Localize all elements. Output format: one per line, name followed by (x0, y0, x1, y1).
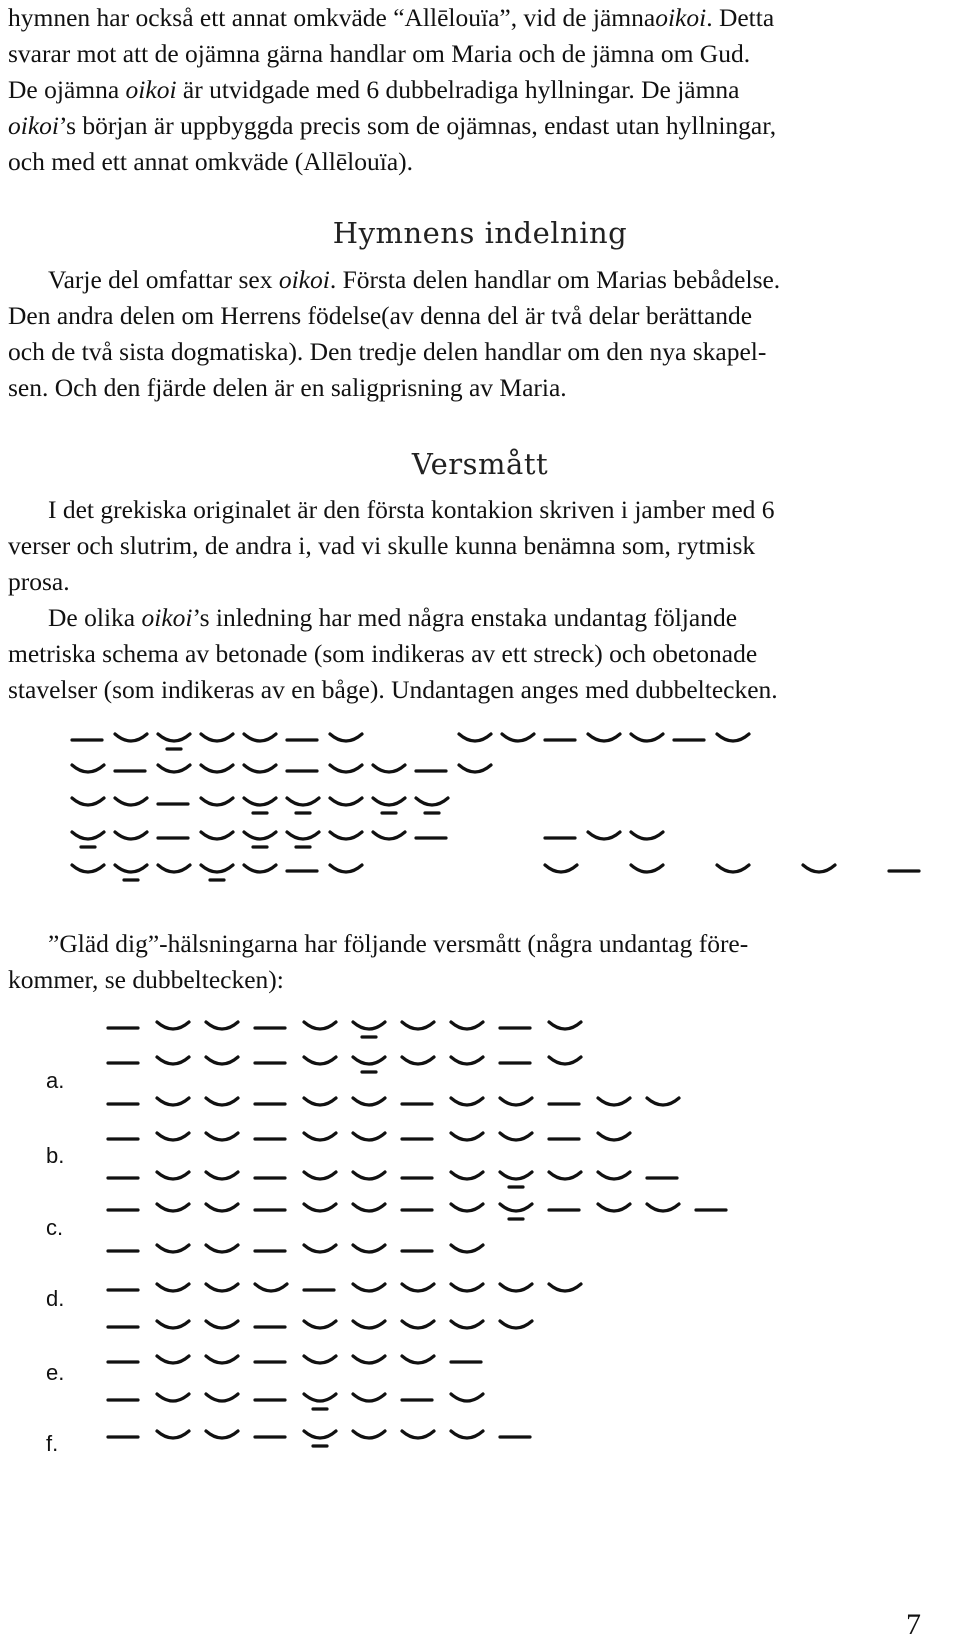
unstressed-syllable-mark (353, 1356, 385, 1363)
unstressed-syllable-mark (353, 1172, 385, 1179)
unstressed-syllable-mark (451, 1431, 483, 1438)
unstressed-syllable-mark (402, 1022, 434, 1029)
unstressed-syllable-mark (206, 1284, 238, 1291)
unstressed-syllable-mark (115, 832, 147, 839)
unstressed-syllable-mark (157, 1172, 189, 1179)
unstressed-syllable-mark (206, 1057, 238, 1064)
text-line: metriska schema av betonade (som indikeras av ett streck) och obetonade (8, 639, 758, 668)
unstressed-syllable-mark (157, 1057, 189, 1064)
unstressed-syllable-mark (201, 765, 233, 772)
unstressed-syllable-mark (330, 832, 362, 839)
unstressed-syllable-mark (803, 865, 835, 872)
scheme-label-b: b. (46, 1143, 65, 1168)
unstressed-syllable-mark (451, 1172, 483, 1179)
page-number: 7 (906, 1608, 921, 1641)
unstressed-syllable-mark (353, 1098, 385, 1105)
unstressed-syllable-mark (588, 832, 620, 839)
unstressed-syllable-mark (598, 1172, 630, 1179)
unstressed-syllable-mark (157, 1098, 189, 1105)
unstressed-syllable-mark (304, 1057, 336, 1064)
unstressed-syllable-mark (647, 1204, 679, 1211)
unstressed-syllable-mark (244, 734, 276, 741)
unstressed-syllable-mark (598, 1204, 630, 1211)
unstressed-syllable-mark (115, 798, 147, 805)
unstressed-syllable-mark (304, 1204, 336, 1211)
unstressed-syllable-mark (330, 865, 362, 872)
unstressed-syllable-mark (451, 1284, 483, 1291)
unstressed-syllable-mark (353, 1245, 385, 1252)
unstressed-syllable-mark (717, 865, 749, 872)
unstressed-syllable-mark (304, 1022, 336, 1029)
double-syllable-mark (373, 798, 405, 805)
unstressed-syllable-mark (549, 1022, 581, 1029)
unstressed-syllable-mark (304, 1098, 336, 1105)
double-syllable-mark (304, 1394, 336, 1401)
scheme-label-d: d. (46, 1286, 65, 1311)
unstressed-syllable-mark (304, 1245, 336, 1252)
double-syllable-mark (72, 832, 104, 839)
scheme-label-a: a. (46, 1068, 65, 1093)
unstressed-syllable-mark (206, 1133, 238, 1140)
unstressed-syllable-mark (201, 798, 233, 805)
text-line: verser och slutrim, de andra i, vad vi skulle kunna benämna som, rytmisk (8, 531, 756, 560)
unstressed-syllable-mark (353, 1284, 385, 1291)
unstressed-syllable-mark (157, 1284, 189, 1291)
text-line: och de två sista dogmatiska). Den tredje delen handlar om den nya skapel- (8, 337, 767, 366)
unstressed-syllable-mark (353, 1133, 385, 1140)
unstressed-syllable-mark (244, 865, 276, 872)
unstressed-syllable-mark (157, 1394, 189, 1401)
unstressed-syllable-mark (330, 734, 362, 741)
unstressed-syllable-mark (157, 1431, 189, 1438)
double-syllable-mark (500, 1204, 532, 1211)
double-syllable-mark (244, 832, 276, 839)
double-syllable-mark (287, 798, 319, 805)
unstressed-syllable-mark (402, 1356, 434, 1363)
double-syllable-mark (287, 832, 319, 839)
unstressed-syllable-mark (451, 1098, 483, 1105)
text-line: kommer, se dubbeltecken): (8, 965, 284, 994)
unstressed-syllable-mark (330, 765, 362, 772)
text-line: och med ett annat omkväde (Allēlouïa). (8, 147, 414, 176)
unstressed-syllable-mark (451, 1057, 483, 1064)
unstressed-syllable-mark (206, 1431, 238, 1438)
double-syllable-mark (115, 865, 147, 872)
unstressed-syllable-mark (206, 1394, 238, 1401)
unstressed-syllable-mark (244, 765, 276, 772)
unstressed-syllable-mark (500, 1321, 532, 1328)
unstressed-syllable-mark (304, 1321, 336, 1328)
unstressed-syllable-mark (72, 765, 104, 772)
unstressed-syllable-mark (304, 1172, 336, 1179)
section-heading: Hymnens indelning (332, 216, 628, 250)
unstressed-syllable-mark (206, 1172, 238, 1179)
double-syllable-mark (158, 734, 190, 741)
text-line: stavelser (som indikeras av en båge). Undantagen anges med dubbeltecken. (8, 675, 778, 704)
unstressed-syllable-mark (500, 1284, 532, 1291)
unstressed-syllable-mark (598, 1133, 630, 1140)
double-syllable-mark (353, 1057, 385, 1064)
unstressed-syllable-mark (459, 734, 491, 741)
unstressed-syllable-mark (500, 1133, 532, 1140)
unstressed-syllable-mark (330, 798, 362, 805)
unstressed-syllable-mark (72, 865, 104, 872)
unstressed-syllable-mark (353, 1321, 385, 1328)
unstressed-syllable-mark (157, 1321, 189, 1328)
unstressed-syllable-mark (206, 1321, 238, 1328)
unstressed-syllable-mark (157, 1356, 189, 1363)
unstressed-syllable-mark (402, 1321, 434, 1328)
unstressed-syllable-mark (402, 1431, 434, 1438)
unstressed-syllable-mark (373, 765, 405, 772)
unstressed-syllable-mark (402, 1284, 434, 1291)
text-line: Den andra delen om Herrens födelse(av denna del är två delar berättande (8, 301, 753, 330)
text-line: Varje del omfattar sex oikoi. Första delen handlar om Marias bebådelse. (48, 265, 781, 294)
unstressed-syllable-mark (631, 832, 663, 839)
unstressed-syllable-mark (459, 765, 491, 772)
unstressed-syllable-mark (549, 1172, 581, 1179)
double-syllable-mark (201, 865, 233, 872)
unstressed-syllable-mark (549, 1284, 581, 1291)
text-line: hymnen har också ett annat omkväde “Allēlouïa”, vid de jämnaoikoi. Detta (8, 3, 775, 32)
unstressed-syllable-mark (353, 1204, 385, 1211)
unstressed-syllable-mark (206, 1022, 238, 1029)
section-heading: Versmått (411, 447, 549, 481)
unstressed-syllable-mark (201, 832, 233, 839)
unstressed-syllable-mark (631, 865, 663, 872)
unstressed-syllable-mark (115, 734, 147, 741)
text-line: ”Gläd dig”-hälsningarna har följande versmått (några undantag före- (48, 929, 749, 958)
unstressed-syllable-mark (206, 1098, 238, 1105)
unstressed-syllable-mark (206, 1245, 238, 1252)
unstressed-syllable-mark (549, 1057, 581, 1064)
unstressed-syllable-mark (157, 1204, 189, 1211)
unstressed-syllable-mark (451, 1245, 483, 1252)
unstressed-syllable-mark (451, 1022, 483, 1029)
unstressed-syllable-mark (373, 832, 405, 839)
unstressed-syllable-mark (631, 734, 663, 741)
unstressed-syllable-mark (451, 1204, 483, 1211)
text-line: oikoi’s början är uppbyggda precis som de ojämnas, endast utan hyllningar, (8, 111, 777, 140)
text-line: sen. Och den fjärde delen är en saligprisning av Maria. (8, 373, 567, 402)
unstressed-syllable-mark (598, 1098, 630, 1105)
text-line: prosa. (8, 567, 70, 596)
unstressed-syllable-mark (158, 865, 190, 872)
scheme-label-e: e. (46, 1360, 65, 1385)
unstressed-syllable-mark (500, 1098, 532, 1105)
scheme-label-c: c. (46, 1215, 64, 1240)
unstressed-syllable-mark (157, 1133, 189, 1140)
double-syllable-mark (416, 798, 448, 805)
text-line: svarar mot att de ojämna gärna handlar om Maria och de jämna om Gud. (8, 39, 751, 68)
unstressed-syllable-mark (206, 1204, 238, 1211)
double-syllable-mark (500, 1172, 532, 1179)
unstressed-syllable-mark (545, 865, 577, 872)
unstressed-syllable-mark (717, 734, 749, 741)
unstressed-syllable-mark (157, 1022, 189, 1029)
unstressed-syllable-mark (158, 765, 190, 772)
unstressed-syllable-mark (206, 1356, 238, 1363)
unstressed-syllable-mark (451, 1394, 483, 1401)
unstressed-syllable-mark (353, 1431, 385, 1438)
text-line: De olika oikoi’s inledning har med några enstaka undantag följande (48, 603, 738, 632)
unstressed-syllable-mark (304, 1356, 336, 1363)
unstressed-syllable-mark (588, 734, 620, 741)
unstressed-syllable-mark (451, 1321, 483, 1328)
unstressed-syllable-mark (304, 1133, 336, 1140)
unstressed-syllable-mark (157, 1245, 189, 1252)
unstressed-syllable-mark (201, 734, 233, 741)
unstressed-syllable-mark (502, 734, 534, 741)
unstressed-syllable-mark (402, 1057, 434, 1064)
unstressed-syllable-mark (72, 798, 104, 805)
double-syllable-mark (304, 1431, 336, 1438)
scheme-label-f: f. (46, 1431, 59, 1456)
text-line: De ojämna oikoi är utvidgade med 6 dubbelradiga hyllningar. De jämna (8, 75, 740, 104)
unstressed-syllable-mark (255, 1284, 287, 1291)
unstressed-syllable-mark (647, 1098, 679, 1105)
unstressed-syllable-mark (451, 1133, 483, 1140)
unstressed-syllable-mark (353, 1394, 385, 1401)
text-line: I det grekiska originalet är den första kontakion skriven i jamber med 6 (48, 495, 775, 524)
paragraph-greeting (8, 926, 903, 998)
double-syllable-mark (353, 1022, 385, 1029)
double-syllable-mark (244, 798, 276, 805)
